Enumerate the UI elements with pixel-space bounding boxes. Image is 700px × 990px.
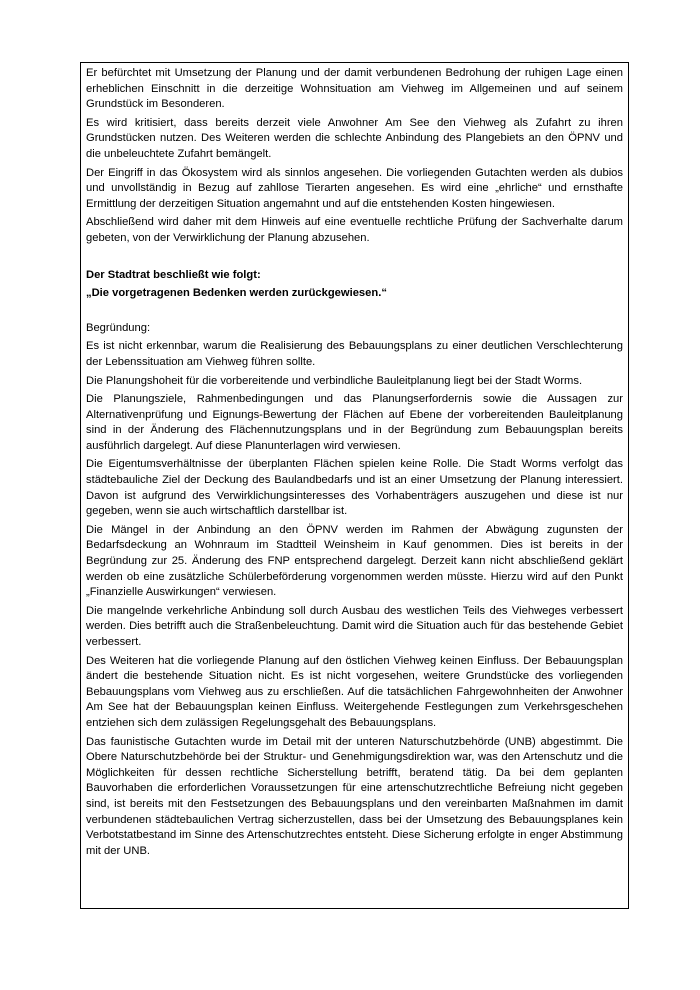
resolution-heading: Der Stadtrat beschließt wie folgt: [86, 268, 261, 281]
spacer [86, 305, 623, 321]
document-page [80, 62, 629, 909]
reasoning-paragraph: Die Eigentumsverhältnisse der überplanten Flächen spielen keine Rolle. Die Stadt Worms verfolgt das städtebauliche Ziel der Deckung des Baulandbedarfs und ist an einer Umsetzung der Planung interessiert. Davon ist aufgrund des Verwirklichungsinteresses des Vorhabenträgers auszugehen und diese ist nur gegeben, wenn sie auch wirtschaftlich darstellbar ist. [86, 458, 623, 518]
reasoning-paragraph: Die mangelnde verkehrliche Anbindung soll durch Ausbau des westlichen Teils des Viehweges verbessert werden. Dies betrifft auch die Straßenbeleuchtung. Damit wird die Situation auch für das bestehende Gebiet verbessert. [86, 604, 623, 648]
resolution-text: „Die vorgetragenen Bedenken werden zurückgewiesen.“ [86, 287, 387, 300]
reasoning-paragraph: Die Planungsziele, Rahmenbedingungen und das Planungserfordernis sowie die Aussagen zur Alternativenprüfung und Eignungs-Bewertung der Flächen auf Ebene der vorbereitenden Bauleitplanung sind in der Änderung des Flächennutzungsplans und in der Begründung zum Bebauungsplan bereits ausführlich dargelegt. Auf diese Planunterlagen wird verwiesen. [86, 393, 623, 452]
spacer [86, 250, 623, 268]
objection-paragraph: Abschließend wird daher mit dem Hinweis auf eine eventuelle rechtliche Prüfung der Sachverhalte darum gebeten, von der Verwirklichung der Planung abzusehen. [86, 216, 623, 244]
reasoning-paragraph: Das faunistische Gutachten wurde im Detail mit der unteren Naturschutzbehörde (UNB) abgestimmt. Die Obere Naturschutzbehörde bei der Struktur- und Genehmigungsdirektion war, was den Artenschutz und die Möglichkeiten für dessen rechtliche Sicherstellung betrifft, beratend tätig. Da bei dem geplanten Bauvorhaben die erforderlichen Voraussetzungen für eine artenschutzrechtliche Befreiung nicht gegeben sind, ist bereits mit den Festsetzungen des Bebauungsplans und den vereinbarten Maßnahmen im damit verbundenen städtebaulichen Vertrag sicherzustellen, dass bei der Umsetzung des Bebauungsplanes kein Verbotstatbestand im Sinne des Artenschutzrechtes entsteht. Diese Sicherung erfolgte in enger Abstimmung mit der UNB. [86, 735, 623, 857]
reasoning-paragraph: Die Mängel in der Anbindung an den ÖPNV werden im Rahmen der Abwägung zugunsten der Bedarfsdeckung an Wohnraum im Stadtteil Weinsheim in Kauf genommen. Dies ist bereits in der Begründung zur 25. Änderung des FNP entsprechend dargelegt. Derzeit kann nicht abschließend geklärt werden ob eine zusätzliche Schülerbeförderung vorgenommen werden müsste. Hierzu wird auf den Punkt „Finanzielle Auswirkungen“ verwiesen. [86, 523, 623, 599]
objection-paragraph: Der Eingriff in das Ökosystem wird als sinnlos angesehen. Die vorliegenden Gutachten werden als dubios und unvollständig in Bezug auf zahllose Tierarten angesehen. Es wird eine „ehrliche“ und ernsthafte Ermittlung der derzeitigen Situation angemahnt und auf die entstehenden Kosten hingewiesen. [86, 166, 623, 210]
reasoning-paragraph: Des Weiteren hat die vorliegende Planung auf den östlichen Viehweg keinen Einfluss. Der Bebauungsplan ändert die bestehende Situation nicht. Es ist nicht vorgesehen, weitere Grundstücke des vorliegenden Bebauungsplans vom Viehweg aus zu erschließen. Auf die tatsächlichen Fahrgewohnheiten der Anwohner Am See hat der Bebauungsplan keinen Einfluss. Weitergehende Festlegungen zum Verkehrsgeschehen entziehen sich dem zulässigen Regelungsgehalt des Bebauungsplans. [86, 654, 623, 729]
reasoning-paragraph: Es ist nicht erkennbar, warum die Realisierung des Bebauungsplans zu einer deutlichen Verschlechterung der Lebenssituation am Viehweg führen sollte. [86, 340, 623, 368]
reasoning-paragraph: Die Planungshoheit für die vorbereitende und verbindliche Bauleitplanung liegt bei der Stadt Worms. [86, 374, 583, 387]
objection-paragraph: Es wird kritisiert, dass bereits derzeit viele Anwohner Am See den Viehweg als Zufahrt zu ihren Grundstücken nutzen. Des Weiteren werden die schlechte Anbindung des Plangebiets an den ÖPNV und die unbeleuchtete Zufahrt bemängelt. [86, 116, 623, 160]
reasoning-label: Begründung: [86, 321, 151, 334]
objection-paragraph: Er befürchtet mit Umsetzung der Planung und der damit verbundenen Bedrohung der ruhigen Lage einen erheblichen Einschnitt in die derzeitige Wohnsituation am Viehweg im Allgemeinen und auf seinem Grundstück im Besonderen. [86, 67, 623, 111]
